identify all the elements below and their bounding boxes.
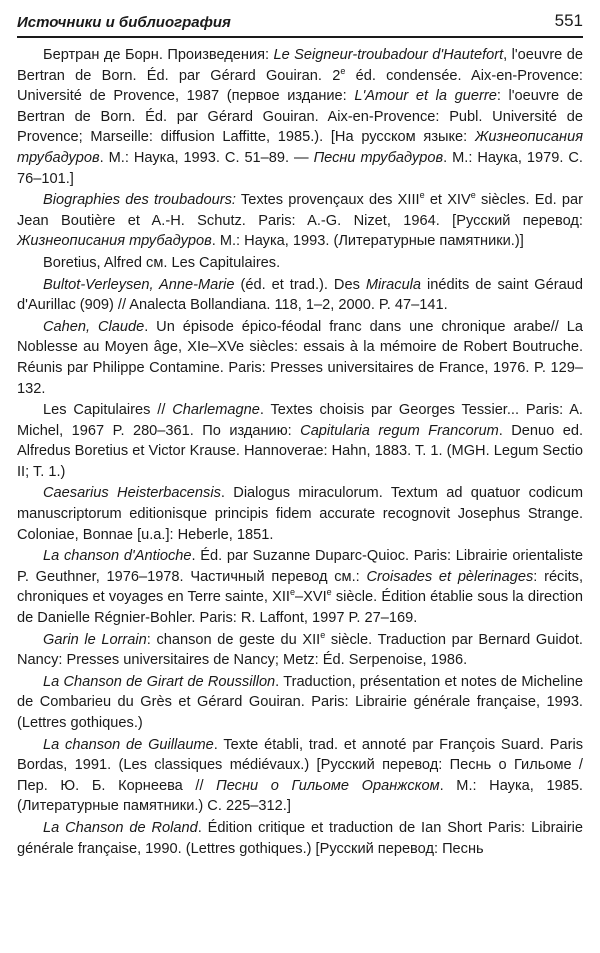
bibliography-entry: [17, 190, 583, 252]
italic-title: Bultot-Verleysen, Anne-Marie: [43, 276, 235, 293]
bibliography-entry: [17, 672, 583, 734]
bibliography-entry: [17, 735, 583, 817]
italic-title: Cahen, Claude: [43, 318, 145, 335]
entry-text: siècle. Édition établie sous la direction de Danielle Régnier-Bohler. Paris: R. Laffont, 1997 P. 27–169.: [17, 589, 583, 627]
entry-text: : récits, chroniques et voyages en Terre sainte, XII: [17, 568, 584, 606]
entry-text: . Texte établi, trad. et annoté par François Suard. Paris Bordas, 1991. (Les classiques médiévaux.) [Русский перевод: Песнь о Гильоме / Пер. Ю. Б. Корнеева //: [17, 736, 583, 794]
entry-text: et XIV: [424, 192, 471, 209]
entry-text: . М.: Наука, 1993. С. 51–89. —: [99, 149, 314, 166]
running-header-title: Источники и библиография: [17, 14, 231, 31]
entry-text: . Denuo ed. Alfredus Boretius et Victor Krause. Hannoverae: Hahn, 1883. T. 1. (MGH. Legum Sectio II; T. 1.): [17, 422, 583, 480]
superscript: e: [289, 587, 295, 598]
entry-text: Les Capitulaires //: [43, 402, 173, 419]
bibliography-entry: [17, 275, 583, 316]
italic-title: La Chanson de Roland: [43, 819, 198, 836]
bibliography-entry: [17, 400, 583, 482]
entry-text: Boretius, Alfred см. Les Capitulaires.: [43, 254, 281, 271]
bibliography-entry: [17, 818, 583, 859]
entry-text: Textes provençaux des XIII: [235, 192, 420, 209]
entry-text: Бертран де Борн. Произведения:: [43, 47, 274, 63]
italic-title: La chanson d'Antioche: [43, 548, 192, 565]
entry-text: . Édition critique et traduction de Ian Short Paris: Librairie générale française, 1990. (Lettres gothiques.) [Русский перевод: Песнь: [17, 819, 584, 857]
bibliography-entry: [17, 45, 583, 189]
entry-text: (éd. et trad.). Des: [234, 276, 366, 293]
italic-title: Miracula: [365, 276, 422, 293]
entry-text: siècles. Ed. par Jean Boutière et A.-H. Schutz. Paris: A.-G. Nizet, 1964. [Русский перевод:: [17, 192, 584, 229]
italic-title: Caesarius Heisterbacensis: [43, 485, 221, 502]
bibliography-entry: [17, 483, 583, 545]
bibliography-entry: [17, 630, 583, 671]
italic-title: Le Seigneur-troubadour d'Hautefort: [273, 47, 504, 63]
italic-title: Charlemagne: [172, 402, 260, 419]
page-number: 551: [554, 11, 583, 30]
entry-text: . М.: Наука, 1985. (Литературные памятники.) С. 225–312.]: [17, 777, 583, 815]
entry-text: . Éd. par Suzanne Duparc-Quioc. Paris: Librairie orientaliste P. Geuthner, 1976–1978. Частичный перевод см.:: [17, 548, 583, 585]
entry-text: : chanson de geste du XII: [146, 631, 321, 648]
superscript: e: [419, 190, 425, 201]
superscript: e: [340, 65, 346, 76]
running-header: [17, 10, 583, 38]
bibliography-list: [17, 45, 583, 860]
bibliography-entry: [17, 317, 583, 399]
superscript: e: [470, 190, 476, 201]
italic-title: La chanson de Guillaume: [43, 736, 214, 753]
bibliography-entry: [17, 253, 583, 274]
italic-title: Песни о Гильоме Оранжском: [216, 777, 440, 794]
italic-title: Biographies des troubadours:: [43, 192, 236, 209]
italic-title: Croisades et pèlerinages: [366, 568, 534, 585]
superscript: e: [320, 629, 326, 640]
entry-text: , l'oeuvre de Bertran de Born. Éd. par Gérard Gouiran. 2: [17, 47, 583, 84]
italic-title: Capitularia regum Francorum: [300, 422, 499, 439]
italic-title: Песни трубадуров: [313, 149, 444, 166]
superscript: e: [326, 587, 332, 598]
bibliography-entry: [17, 546, 583, 628]
italic-title: La Chanson de Girart de Roussillon: [43, 673, 276, 690]
entry-text: inédits de saint Géraud d'Aurillac (909) // Analecta Bollandiana. 118, 1–2, 2000. P. 47–141.: [17, 276, 583, 314]
entry-text: . Traduction, présentation et notes de Micheline de Combarieu du Grès et Gérard Gouiran. Paris: Librairie générale française, 1993. (Lettres gothiques.): [17, 673, 583, 731]
italic-title: L'Amour et la guerre: [354, 88, 497, 105]
italic-title: Жизнеописания трубадуров: [17, 233, 212, 250]
entry-text: . М.: Наука, 1979. С. 76–101.]: [17, 149, 583, 187]
entry-text: . Textes choisis par Georges Tessier... Paris: A. Michel, 1967 P. 280–361. По изданию:: [17, 402, 583, 439]
italic-title: Жизнеописания трубадуров: [17, 129, 583, 166]
entry-text: –XVI: [295, 589, 327, 606]
italic-title: Garin le Lorrain: [43, 631, 147, 648]
entry-text: éd. condensée. Aix-en-Provence: Université de Provence, 1987 (первое издание:: [17, 67, 583, 105]
entry-text: . М.: Наука, 1993. (Литературные памятники.)]: [211, 233, 524, 250]
entry-text: : l'oeuvre de Bertran de Born. Éd. par Gérard Gouiran. Aix-en-Provence: Publ. Université de Provence; Marseille: diffusion Laffitte, 1985.). [На русском языке:: [17, 88, 584, 146]
entry-text: . Dialogus miraculorum. Textum ad quatuor codicum manuscriptorum editionisque principis fidem accurate recognovit Josephus Strange. Coloniae, Bonnae [u.a.]: Heberle, 1851.: [17, 485, 583, 543]
entry-text: siècle. Traduction par Bernard Guidot. Nancy: Presses universitaires de Nancy; Metz: Éd. Serpenoise, 1986.: [17, 631, 583, 669]
entry-text: . Un épisode épico-féodal franc dans une chronique arabe// La Noblesse au Moyen âge, XIe–XVe siècles: essais à la mémoire de Robert Boutruche. Réunis par Philippe Contamine. Paris: Presses universitaires de France, 1976. P. 129–132.: [17, 318, 583, 397]
